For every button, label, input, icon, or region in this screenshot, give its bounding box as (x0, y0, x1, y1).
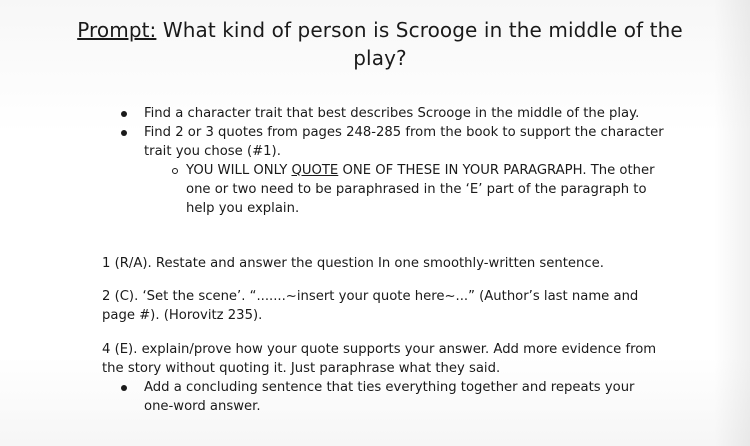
page-edge-shadow (714, 0, 750, 446)
instruction-item-trait: Find a character trait that best describes Scrooge in the middle of the play. (110, 104, 670, 123)
paragraph-step-4 (102, 340, 662, 416)
instruction-item-quotes (110, 123, 670, 218)
prompt-question: What kind of person is Scrooge in the middle of the play? (156, 18, 683, 70)
concluding-item: Add a concluding sentence that ties everything together and repeats your one-word answer. (102, 378, 662, 416)
paragraph-step-1: 1 (R/A). Restate and answer the question In one smoothly-written sentence. (102, 256, 604, 271)
concluding-list (102, 378, 662, 416)
instruction-quotes-text: Find 2 or 3 quotes from pages 248-285 from the book to support the character trait you chose (#1). (144, 125, 664, 159)
sub-instruction-text-2: ONE OF THESE IN YOUR PARAGRAPH. The other one or two need to be paraphrased in the ‘E’ part of the paragraph to help you explain. (186, 163, 655, 216)
sub-instruction-underlined: QUOTE (291, 163, 339, 178)
instruction-list (110, 104, 670, 218)
prompt-label: Prompt: (77, 18, 157, 42)
sub-instruction-text-1: YOU WILL ONLY (186, 163, 292, 178)
paragraph-step-2: 2 (C). ‘Set the scene’. “.......~insert your quote here~...” (Author’s last name and page #). (Horovitz 235). (102, 289, 639, 323)
prompt-title (60, 16, 700, 72)
paragraph-step-4-text: 4 (E). explain/prove how your quote supports your answer. Add more evidence from the story without quoting it. Just paraphrase what they said. (102, 342, 657, 376)
sub-instruction-item (186, 161, 670, 218)
